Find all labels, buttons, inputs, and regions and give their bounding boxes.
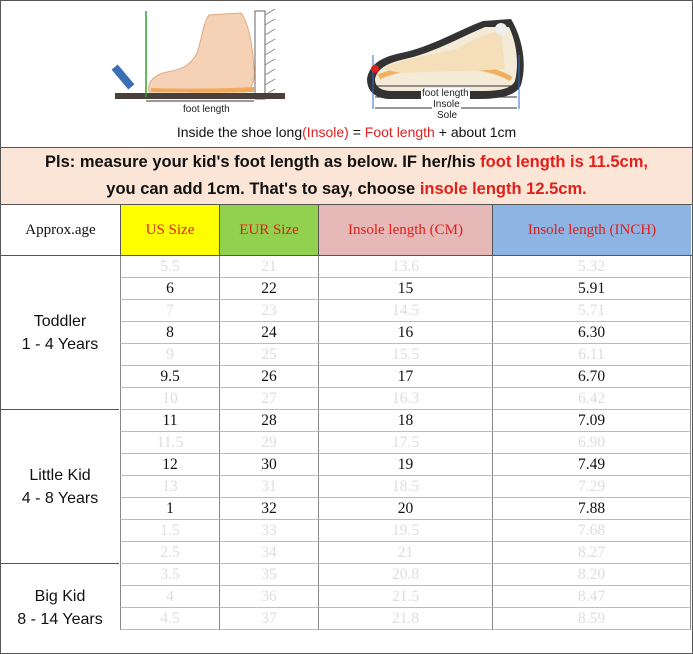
table-row bbox=[120, 520, 691, 542]
notice-text-2: you can add 1cm. That's to say, choose bbox=[106, 180, 420, 198]
group-range: 4 - 8 Years bbox=[21, 489, 99, 507]
group-range: 8 - 14 Years bbox=[17, 611, 103, 628]
left-foot-length-label: foot length bbox=[183, 104, 230, 115]
size-table-body bbox=[0, 256, 693, 652]
insole-inch-cell: 7.68 bbox=[492, 520, 691, 542]
eur-size-cell: 36 bbox=[219, 586, 318, 608]
insole-inch-cell: 8.27 bbox=[492, 542, 691, 564]
us-size-cell: 4.5 bbox=[120, 608, 219, 630]
insole-label: Insole bbox=[433, 99, 460, 110]
us-size-cell: 10 bbox=[120, 388, 219, 410]
eur-size-cell: 29 bbox=[219, 432, 318, 454]
us-size-cell: 9.5 bbox=[120, 366, 219, 388]
insole-cm-cell: 20.8 bbox=[318, 564, 492, 586]
insole-cm-cell: 19 bbox=[318, 454, 492, 476]
insole-inch-cell: 5.32 bbox=[492, 256, 691, 278]
measurement-diagram bbox=[1, 1, 692, 148]
us-size-cell: 2.5 bbox=[120, 542, 219, 564]
table-row bbox=[120, 322, 691, 344]
group-big-kid bbox=[1, 564, 119, 652]
insole-cm-cell: 15.5 bbox=[318, 344, 492, 366]
us-size-cell: 5.5 bbox=[120, 256, 219, 278]
diagram-caption bbox=[1, 124, 692, 140]
eur-size-cell: 27 bbox=[219, 388, 318, 410]
eur-size-cell: 26 bbox=[219, 366, 318, 388]
insole-cm-cell: 21 bbox=[318, 542, 492, 564]
caption-equals: = bbox=[348, 124, 365, 140]
insole-inch-cell: 5.71 bbox=[492, 300, 691, 322]
eur-size-cell: 37 bbox=[219, 608, 318, 630]
us-size-cell: 1 bbox=[120, 498, 219, 520]
header-approx-age: Approx.age bbox=[25, 221, 96, 238]
insole-inch-cell: 8.47 bbox=[492, 586, 691, 608]
insole-cm-cell: 16.3 bbox=[318, 388, 492, 410]
notice-highlight-1: foot length is 11.5cm, bbox=[480, 153, 648, 171]
us-size-cell: 12 bbox=[120, 454, 219, 476]
us-size-cell: 3.5 bbox=[120, 564, 219, 586]
group-name: Big Kid bbox=[34, 588, 86, 605]
table-row bbox=[120, 432, 691, 454]
insole-inch-cell: 8.59 bbox=[492, 608, 691, 630]
caption-text-1: Inside the shoe long bbox=[176, 124, 303, 140]
insole-inch-cell: 6.30 bbox=[492, 322, 691, 344]
caption-insole: (Insole) bbox=[302, 124, 349, 140]
us-size-cell: 1.5 bbox=[120, 520, 219, 542]
header-eur-size: EUR Size bbox=[219, 205, 318, 255]
insole-inch-cell: 5.91 bbox=[492, 278, 691, 300]
notice-line-1 bbox=[1, 149, 692, 176]
us-size-cell: 7 bbox=[120, 300, 219, 322]
us-size-cell: 11.5 bbox=[120, 432, 219, 454]
table-row bbox=[120, 278, 691, 300]
eur-size-cell: 34 bbox=[219, 542, 318, 564]
notice-line-2 bbox=[1, 176, 692, 203]
insole-cm-cell: 21.8 bbox=[318, 608, 492, 630]
table-row bbox=[120, 256, 691, 278]
eur-size-cell: 28 bbox=[219, 410, 318, 432]
caption-foot-length: Foot length bbox=[364, 124, 435, 140]
table-row bbox=[120, 608, 691, 630]
right-foot-length-label: foot length bbox=[422, 88, 469, 99]
table-header-row bbox=[0, 205, 693, 256]
insole-cm-cell: 18 bbox=[318, 410, 492, 432]
us-size-cell: 9 bbox=[120, 344, 219, 366]
insole-cm-cell: 17.5 bbox=[318, 432, 492, 454]
table-row bbox=[120, 366, 691, 388]
us-size-cell: 13 bbox=[120, 476, 219, 498]
group-little-kid bbox=[1, 410, 119, 564]
notice-text-1: Pls: measure your kid's foot length as below. IF her/his bbox=[45, 153, 481, 171]
eur-size-cell: 23 bbox=[219, 300, 318, 322]
group-name: Toddler bbox=[33, 312, 87, 330]
table-row bbox=[120, 410, 691, 432]
insole-inch-cell: 6.42 bbox=[492, 388, 691, 410]
eur-size-cell: 31 bbox=[219, 476, 318, 498]
eur-size-cell: 25 bbox=[219, 344, 318, 366]
header-us-size: US Size bbox=[120, 205, 219, 255]
header-insole-inch: Insole length (INCH) bbox=[492, 205, 691, 255]
insole-cm-cell: 20 bbox=[318, 498, 492, 520]
us-size-cell: 6 bbox=[120, 278, 219, 300]
insole-cm-cell: 16 bbox=[318, 322, 492, 344]
insole-cm-cell: 13.6 bbox=[318, 256, 492, 278]
insole-inch-cell: 6.11 bbox=[492, 344, 691, 366]
table-row bbox=[120, 344, 691, 366]
group-toddler bbox=[1, 256, 119, 410]
eur-size-cell: 35 bbox=[219, 564, 318, 586]
group-name: Little Kid bbox=[29, 466, 91, 484]
table-row bbox=[120, 388, 691, 410]
eur-size-cell: 33 bbox=[219, 520, 318, 542]
table-row bbox=[120, 542, 691, 564]
insole-inch-cell: 8.20 bbox=[492, 564, 691, 586]
group-range: 1 - 4 Years bbox=[21, 335, 99, 353]
insole-inch-cell: 7.88 bbox=[492, 498, 691, 520]
insole-inch-cell: 6.90 bbox=[492, 432, 691, 454]
measure-notice bbox=[1, 148, 692, 205]
insole-inch-cell: 7.29 bbox=[492, 476, 691, 498]
table-row bbox=[120, 454, 691, 476]
us-size-cell: 4 bbox=[120, 586, 219, 608]
us-size-cell: 11 bbox=[120, 410, 219, 432]
insole-cm-cell: 17 bbox=[318, 366, 492, 388]
eur-size-cell: 32 bbox=[219, 498, 318, 520]
table-row bbox=[120, 476, 691, 498]
eur-size-cell: 24 bbox=[219, 322, 318, 344]
insole-cm-cell: 14.5 bbox=[318, 300, 492, 322]
insole-cm-cell: 15 bbox=[318, 278, 492, 300]
notice-highlight-2: insole length 12.5cm. bbox=[419, 180, 587, 198]
insole-inch-cell: 7.09 bbox=[492, 410, 691, 432]
table-row bbox=[120, 564, 691, 586]
eur-size-cell: 21 bbox=[219, 256, 318, 278]
insole-inch-cell: 7.49 bbox=[492, 454, 691, 476]
header-insole-cm: Insole length (CM) bbox=[318, 205, 492, 255]
insole-cm-cell: 21.5 bbox=[318, 586, 492, 608]
sole-label: Sole bbox=[437, 110, 458, 121]
table-row bbox=[120, 498, 691, 520]
insole-cm-cell: 18.5 bbox=[318, 476, 492, 498]
table-row bbox=[120, 300, 691, 322]
us-size-cell: 8 bbox=[120, 322, 219, 344]
eur-size-cell: 30 bbox=[219, 454, 318, 476]
eur-size-cell: 22 bbox=[219, 278, 318, 300]
caption-text-2: + about 1cm bbox=[434, 124, 517, 140]
insole-cm-cell: 19.5 bbox=[318, 520, 492, 542]
insole-inch-cell: 6.70 bbox=[492, 366, 691, 388]
table-row bbox=[120, 586, 691, 608]
